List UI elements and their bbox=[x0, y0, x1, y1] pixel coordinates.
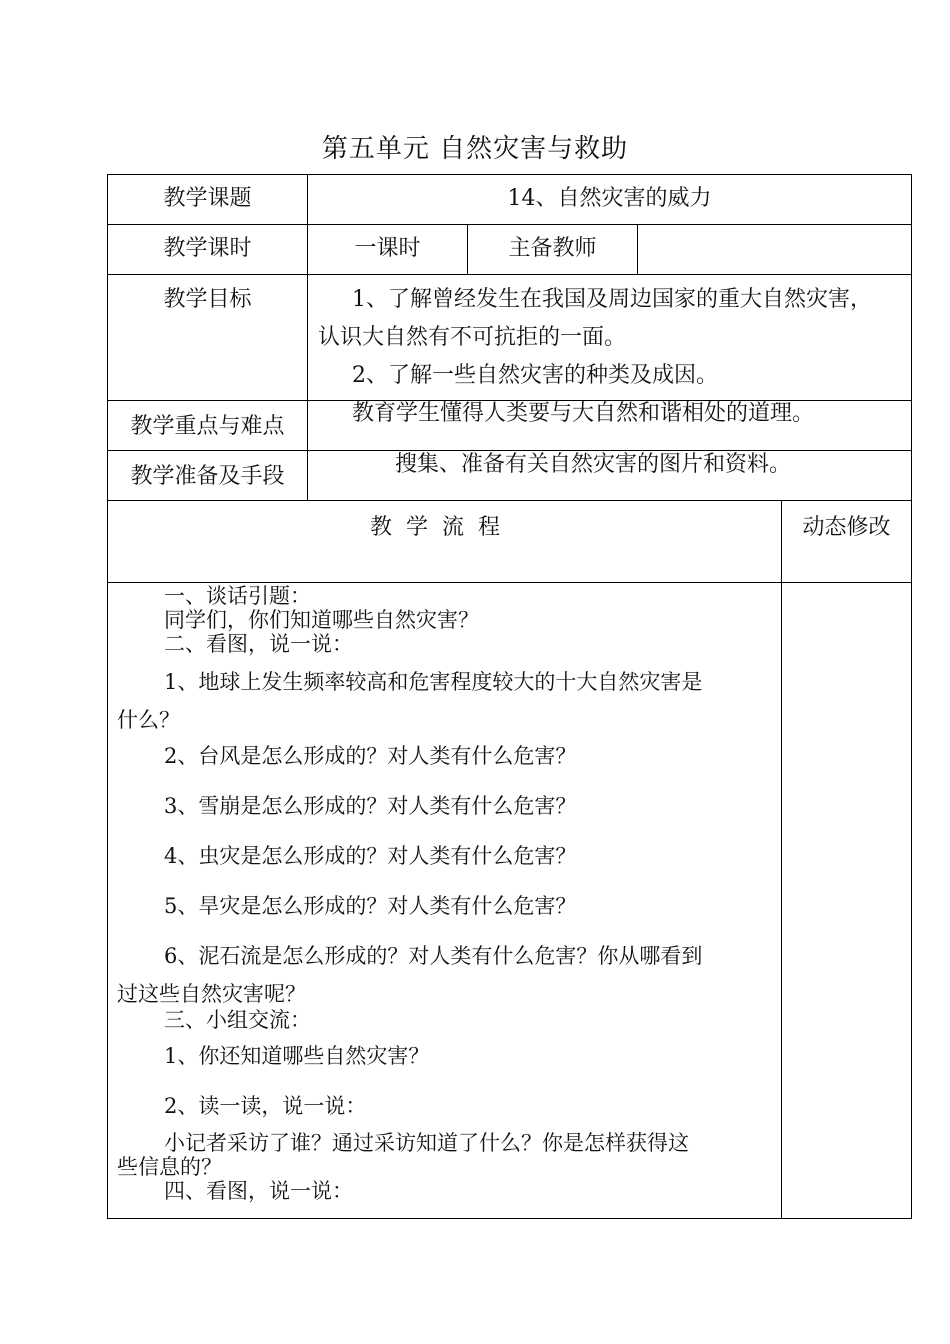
table-border bbox=[107, 174, 108, 1219]
table-border bbox=[781, 500, 782, 1219]
flow-line: 过这些自然灾害呢？ bbox=[117, 982, 306, 1006]
page-title: 第五单元 自然灾害与救助 bbox=[321, 134, 629, 164]
label-process: 教 学 流 程 bbox=[370, 515, 500, 540]
goals-line-2: 认识大自然有不可抗拒的一面。 bbox=[318, 325, 627, 350]
table-border bbox=[107, 174, 912, 175]
table-border bbox=[637, 224, 638, 275]
flow-line: 6、泥石流是怎么形成的？对人类有什么危害？你从哪看到 bbox=[164, 944, 703, 968]
label-topic: 教学课题 bbox=[163, 186, 252, 211]
value-hours: 一课时 bbox=[354, 236, 421, 261]
value-topic: 14、自然灾害的威力 bbox=[507, 186, 712, 211]
label-main-teacher: 主备教师 bbox=[508, 236, 597, 261]
flow-line: 1、地球上发生频率较高和危害程度较大的十大自然灾害是 bbox=[164, 670, 703, 694]
table-border bbox=[107, 500, 912, 501]
table-border bbox=[107, 582, 912, 583]
flow-line: 一、谈话引题： bbox=[164, 584, 311, 608]
flow-line: 1、你还知道哪些自然灾害？ bbox=[164, 1044, 430, 1068]
label-hours: 教学课时 bbox=[163, 236, 252, 261]
value-key-points: 教育学生懂得人类要与大自然和谐相处的道理。 bbox=[352, 401, 815, 426]
flow-line: 三、小组交流： bbox=[164, 1008, 311, 1032]
flow-line: 3、雪崩是怎么形成的？对人类有什么危害？ bbox=[164, 794, 577, 818]
flow-line: 四、看图，说一说： bbox=[164, 1179, 353, 1203]
table-border bbox=[107, 274, 912, 275]
label-goals: 教学目标 bbox=[163, 287, 252, 312]
value-preparation: 搜集、准备有关自然灾害的图片和资料。 bbox=[395, 452, 792, 477]
flow-line: 二、看图，说一说： bbox=[164, 632, 353, 656]
table-border bbox=[307, 174, 308, 501]
flow-line: 2、读一读，说一说： bbox=[164, 1094, 367, 1118]
flow-line: 些信息的？ bbox=[117, 1155, 222, 1179]
table-border bbox=[107, 450, 912, 451]
flow-line: 同学们，你们知道哪些自然灾害？ bbox=[164, 608, 479, 632]
table-border bbox=[107, 1218, 912, 1219]
goals-line-3: 2、了解一些自然灾害的种类及成因。 bbox=[352, 363, 718, 388]
label-key-points: 教学重点与难点 bbox=[130, 414, 285, 439]
flow-line: 2、台风是怎么形成的？对人类有什么危害？ bbox=[164, 744, 577, 768]
flow-line: 小记者采访了谁？通过采访知道了什么？你是怎样获得这 bbox=[164, 1131, 689, 1155]
table-border bbox=[911, 174, 912, 1219]
label-preparation: 教学准备及手段 bbox=[130, 464, 285, 489]
table-border bbox=[107, 224, 912, 225]
flow-line: 5、旱灾是怎么形成的？对人类有什么危害？ bbox=[164, 894, 577, 918]
goals-line-1: 1、了解曾经发生在我国及周边国家的重大自然灾害， bbox=[352, 287, 872, 312]
flow-line: 什么？ bbox=[117, 708, 180, 732]
flow-line: 4、虫灾是怎么形成的？对人类有什么危害？ bbox=[164, 844, 577, 868]
label-revision: 动态修改 bbox=[802, 515, 891, 540]
